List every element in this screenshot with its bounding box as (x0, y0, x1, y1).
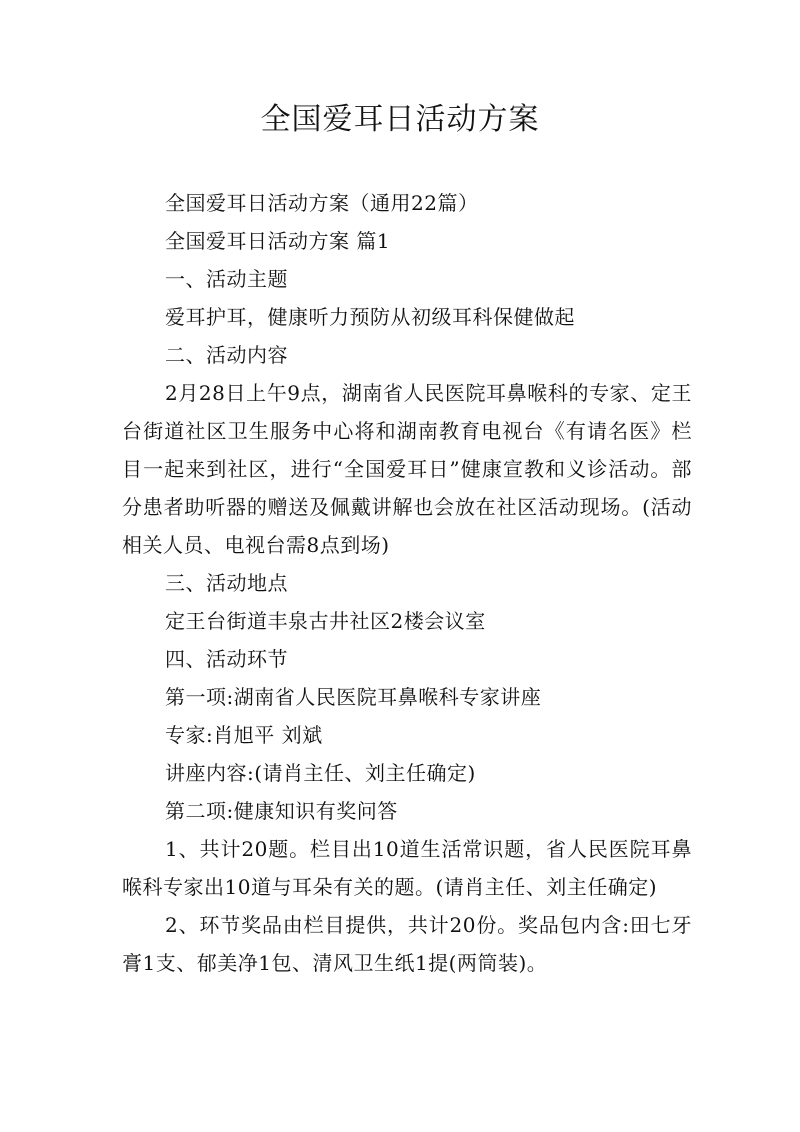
paragraph-lecture-content: 讲座内容:(请肖主任、刘主任确定) (165, 761, 476, 785)
paragraph-activity-theme: 爱耳护耳，健康听力预防从初级耳科保健做起 (165, 305, 575, 329)
paragraph-session-two: 第二项:健康知识有奖问答 (165, 799, 398, 823)
paragraph-quiz-item-2: 2、环节奖品由栏目提供，共计20份。奖品包内含:田七牙膏1支、郁美净1包、清风卫生纸1提(两筒装)。 (122, 913, 692, 975)
paragraph-section-heading: 全国爱耳日活动方案 篇1 (165, 229, 391, 253)
paragraph-experts: 专家:肖旭平 刘斌 (165, 723, 323, 747)
paragraph-activity-content: 2月28日上午9点，湖南省人民医院耳鼻喉科的专家、定王台街道社区卫生服务中心将和湖南教育电视台《有请名医》栏目一起来到社区，进行“全国爱耳日”健康宣教和义诊活动。部分患者助听器的赠送及佩戴讲解也会放在社区活动现场。(活动相关人员、电视台需8点到场) (122, 381, 692, 557)
heading-activity-location: 三、活动地点 (165, 571, 288, 595)
paragraph-subtitle: 全国爱耳日活动方案（通用22篇） (165, 191, 479, 215)
heading-activity-theme: 一、活动主题 (165, 267, 288, 291)
paragraph-session-one: 第一项:湖南省人民医院耳鼻喉科专家讲座 (165, 685, 542, 709)
paragraph-activity-location: 定王台街道丰泉古井社区2楼会议室 (165, 609, 486, 633)
heading-activity-sessions: 四、活动环节 (165, 647, 288, 671)
document-body (122, 184, 692, 982)
document-title: 全国爱耳日活动方案 (260, 102, 540, 137)
paragraph-quiz-item-1: 1、共计20题。栏目出10道生活常识题，省人民医院耳鼻喉科专家出10道与耳朵有关的题。(请肖主任、刘主任确定) (122, 837, 692, 899)
heading-activity-content: 二、活动内容 (165, 343, 288, 367)
